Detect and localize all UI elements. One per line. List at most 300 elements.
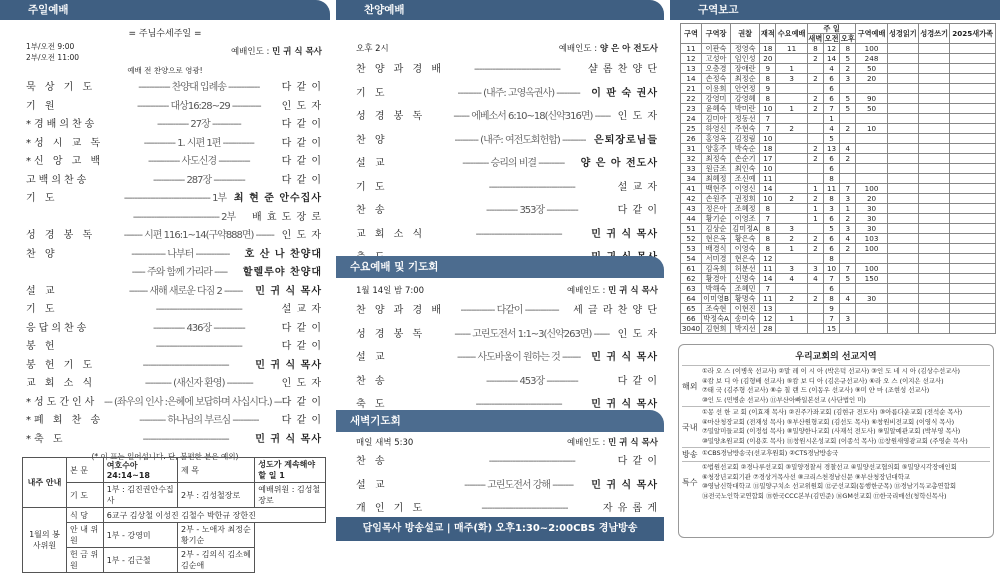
table-cell [840,284,856,294]
table-cell [887,194,918,204]
order-content: ------- 사도바울이 원하는 것 ------- [457,352,581,363]
order-responsible: 민 귀 식 목사 [591,479,658,491]
info-row [23,548,326,573]
first-service-time: 1부/오전 9:00 [26,42,75,51]
order-row [356,82,658,106]
table-cell [887,154,918,164]
praise-worship-column [336,0,664,558]
table-cell: 7 [823,274,839,284]
table-cell: 12 [760,254,776,264]
table-cell: 25 [681,124,702,134]
order-content: --------------------------------- [488,456,575,467]
table-cell: 12 [681,54,702,64]
mission-group-label: 방송 [682,450,698,459]
table-cell: 1 [807,204,823,214]
table-cell [856,254,887,264]
table-cell: 3 [776,74,807,84]
order-row [356,474,658,498]
table-cell: 6 [823,214,839,224]
table-cell [887,134,918,144]
order-row [356,223,658,247]
dawn-leader-label: 예배인도 : [566,438,606,448]
table-cell [950,114,996,124]
table-row [681,64,996,74]
table-cell: 6 [823,154,839,164]
table-cell: 7 [760,214,776,224]
table-cell: 14 [760,184,776,194]
table-cell: 1 [807,214,823,224]
mission-group-lines [702,463,957,501]
table-cell [840,254,856,264]
order-responsible: 인 도 자 [281,230,322,241]
sunday-worship-tab: 주일예배 [0,0,330,20]
order-label: 설 교 [356,479,388,491]
table-cell: 1 [776,64,807,74]
order-row [356,370,658,394]
column-header: 재적 [760,24,776,44]
praise-leader-label: 예배인도 : [558,44,598,54]
table-cell [919,74,950,84]
table-cell [807,124,823,134]
table-cell: 하영신 [702,124,731,134]
mission-box [678,344,994,538]
order-content: ------- 새해 새로운 다짐 2 ------- [128,285,243,297]
table-cell: 2 [807,244,823,254]
table-cell [919,94,950,104]
order-row [26,283,322,302]
table-cell [950,134,996,144]
table-cell: 김정림 [731,134,760,144]
order-content: --------------------------------- 1부 [123,193,227,204]
table-cell [807,224,823,234]
table-row [681,294,996,304]
order-label: *경배의찬송 [26,119,98,130]
table-cell: 7 [760,124,776,134]
order-row [26,79,322,98]
table-cell: 5 [823,224,839,234]
table-cell [840,114,856,124]
table-cell: 54 [681,254,702,264]
table-cell: 박미란 [731,104,760,114]
order-label: 기 도 [26,304,58,315]
table-cell: 14 [681,74,702,84]
table-cell [919,134,950,144]
table-cell: 100 [856,44,887,54]
service-subtitle: = 주님수세주일 = [128,29,202,39]
table-cell: 최혜정 [702,174,731,184]
table-cell: 손정숙 [702,74,731,84]
table-cell [887,314,918,324]
table-cell: 5 [840,274,856,284]
order-responsible: 인 도 자 [281,100,322,112]
table-cell: 5 [840,104,856,114]
table-cell [950,44,996,54]
table-cell [856,84,887,94]
order-content: ------- 시편 116:1~14(구약888면) ------- [123,230,274,241]
table-cell: 배경식 [702,244,731,254]
table-cell [919,224,950,234]
order-responsible: 은퇴장로님들 [594,134,658,146]
table-cell [950,244,996,254]
table-cell [950,64,996,74]
table-cell: 26 [681,134,702,144]
next-week-info [22,457,326,573]
order-row [26,98,322,117]
mission-line: ⑭전국노인학교연합회 ⑮한국CCC본부(김민준) ⑯GM선교회 ⑰한국리매선(청학신목사) [702,491,947,500]
table-row [681,214,996,224]
table-row [681,134,996,144]
order-row [356,299,658,323]
table-cell: 8 [823,194,839,204]
info-cell: 제 목 [178,458,255,483]
order-row [26,153,322,172]
order-content: ------ 에베소서 6:10~18(신약316면) ------ [453,111,611,122]
table-cell: 최정숙 [702,154,731,164]
leader-label: 예배인도 : [230,47,270,57]
table-cell: 1 [776,314,807,324]
table-cell [807,164,823,174]
table-cell: 신명숙 [731,274,760,284]
table-cell: 최정순 [731,74,760,84]
order-row [26,412,322,431]
table-cell: 강영미 [702,94,731,104]
mission-group-label: 국내 [682,422,698,432]
order-responsible: 다 같 이 [281,156,322,167]
table-cell: 고성아 [702,54,731,64]
table-cell [950,144,996,154]
order-label: 찬 양 과 경 배 [356,305,445,316]
table-cell [776,284,807,294]
info-cell: 1부 : 김진권안수집사 [103,483,177,508]
info-row [23,483,326,508]
order-content: ------ 고린도전서 1:1~3(신약263면) ------ [454,328,610,340]
order-label: 기 원 [26,100,58,112]
table-cell: 10 [856,124,887,134]
table-row [681,264,996,274]
dawn-time: 매일 새벽 5:30 [356,438,414,448]
order-label: 성 경 봉 독 [356,328,426,340]
table-cell: 28 [760,324,776,334]
praise-order-list [336,58,664,270]
table-cell: 11 [681,44,702,54]
order-content: ------------ 453장 ------------ [485,375,578,387]
table-cell: 43 [681,204,702,214]
info-cell: 6교구 김상철 이성진 김철수 박한규 장한진 [103,508,325,523]
table-cell [950,324,996,334]
table-cell [776,204,807,214]
table-cell: 임인성 [731,54,760,64]
table-cell [887,254,918,264]
table-cell [919,324,950,334]
table-cell: 황기순 [702,214,731,224]
table-cell [887,214,918,224]
order-responsible: 설 교 자 [617,181,658,193]
table-cell [887,324,918,334]
table-cell: 3 [840,314,856,324]
table-cell [950,234,996,244]
table-row [681,244,996,254]
table-row [681,254,996,264]
broadcast-footer: 담임목사 방송설교 | 매주(화) 오후1:30~2:00CBS 경남방송 (FM106.9) [336,517,664,541]
order-row [356,176,658,200]
table-cell: 50 [856,64,887,74]
table-cell: 7 [840,184,856,194]
table-cell [950,54,996,64]
table-cell [776,154,807,164]
table-cell: 10 [760,194,776,204]
order-content: ---------- 승리의 비결 ---------- [462,158,565,169]
sunday-worship-column [0,0,330,570]
table-cell [950,254,996,264]
table-cell [919,264,950,274]
mission-line: ①라 오 스 (이병욱 선교사) ②말 레 이 시 아 (박은덕 선교사) ③인 도 네 시 아 (김상수선교사) [702,367,961,375]
order-responsible: 설 교 자 [281,304,322,315]
order-content: ------------ 436장 ------------ [152,322,245,334]
order-responsible: 배 효 도 장 로 [251,211,322,223]
order-row [26,190,322,209]
table-cell: 박해숙 [702,284,731,294]
table-cell: 30 [856,294,887,304]
order-row [356,450,658,474]
info-cell: 식 당 [67,508,104,523]
table-cell [776,114,807,124]
table-cell: 12 [823,44,839,54]
table-cell [919,204,950,214]
table-cell [950,204,996,214]
table-cell: 최인숙 [731,164,760,174]
table-cell [950,94,996,104]
table-cell [840,164,856,174]
table-cell: 18 [760,144,776,154]
order-label: 고백의찬송 [26,174,90,186]
table-cell [919,64,950,74]
mission-line: ①몽 선 한 교 회 (이효재 목사) ②진주가좌교회 (김현규 전도사) ③아름다운교회 (전석순 목사) [702,408,963,416]
table-cell [807,254,823,264]
table-cell [887,174,918,184]
table-cell [950,264,996,274]
table-cell: 33 [681,164,702,174]
table-cell: 김현희 [702,324,731,334]
table-cell [919,194,950,204]
table-cell: 조신예 [731,174,760,184]
mission-group [682,365,990,406]
info-cell: 안 내 위 원 [67,523,104,548]
table-cell: 4 [823,64,839,74]
table-cell: 박정숙A [703,314,729,323]
table-cell: 8 [760,244,776,254]
table-cell: 31 [681,144,702,154]
table-cell [950,304,996,314]
table-cell [919,164,950,174]
order-label: *폐 회 찬 송 [26,415,104,426]
table-cell: 8 [807,44,823,54]
info-section-label: 1월의 봉사위원 [23,508,67,573]
table-cell: 3 [807,264,823,274]
table-cell: 3 [840,224,856,234]
table-cell: 52 [681,234,702,244]
table-cell [919,54,950,64]
table-row [681,324,996,334]
table-cell [919,234,950,244]
order-content: --------------------------------- [481,503,568,514]
order-label: 찬 송 [356,456,388,467]
order-row [356,323,658,347]
table-cell: 41 [681,184,702,194]
dawn-leader: 민 귀 식 목사 [608,438,658,448]
table-cell: 100 [856,244,887,254]
table-cell: 14 [760,274,776,284]
table-cell: 2 [776,194,807,204]
table-cell [887,204,918,214]
table-cell: 2 [776,234,807,244]
order-row [356,152,658,176]
table-cell: 2 [776,294,807,304]
table-cell: 23 [681,104,702,114]
table-cell: 7 [840,264,856,274]
order-content: ------------- 나부터 ------------- [131,248,230,260]
table-cell [887,44,918,54]
table-cell: 2 [776,124,807,134]
table-cell: 24 [681,114,702,124]
order-content: ------------- 다같이 ------------- [460,305,559,316]
table-cell: 조혜민 [731,284,760,294]
order-responsible: 할렐루야 찬양대 [242,267,322,278]
order-responsible: 인 도 자 [281,378,322,389]
table-cell [807,304,823,314]
table-cell: 6 [823,74,839,84]
table-cell: 11 [760,294,776,304]
table-cell [887,114,918,124]
column-group-header: 주 일 [807,24,856,34]
table-row [681,154,996,164]
table-cell: 3 [840,74,856,84]
table-cell: 10 [823,264,839,274]
table-cell: 8 [840,44,856,54]
table-cell: 7 [823,104,839,114]
table-cell: 2 [807,74,823,84]
mission-line: ⑩인 도 (민병순 선교사) ⑪부산아빠일본선교 (사단법인 미) [702,395,866,404]
table-cell: 안연정 [731,84,760,94]
table-cell: 21 [681,84,702,94]
order-responsible: 샬 롬 찬 양 단 [587,64,658,75]
wednesday-leader-label: 예배인도 : [566,286,606,296]
table-cell: 이영신 [731,184,760,194]
table-cell [776,94,807,104]
column-header: 성경쓰기 [919,24,950,44]
wednesday-leader: 민 귀 식 목사 [608,286,658,296]
table-cell: 4 [840,234,856,244]
table-cell: 17 [760,154,776,164]
table-cell [807,114,823,124]
table-cell [919,314,950,324]
table-row [681,174,996,184]
table-cell: 2 [807,54,823,64]
info-cell: 성도가 계속해야 할 일 1 [255,458,326,483]
order-label: 찬 양 [26,248,58,260]
table-cell [887,264,918,274]
table-cell: 김미아 [702,114,731,124]
table-cell [950,194,996,204]
table-cell [950,184,996,194]
table-cell [919,184,950,194]
table-cell [887,144,918,154]
table-cell [919,304,950,314]
table-cell: 13 [681,64,702,74]
order-row [26,209,322,228]
order-content: ------------ 찬양대 입례송 ------------ [138,82,260,93]
table-cell: 정영숙 [731,44,760,54]
table-cell: 18 [760,44,776,54]
order-responsible: 세 글 라 찬 양 단 [573,305,658,316]
table-cell: 62 [681,274,702,284]
table-cell [919,254,950,264]
table-cell: 2 [807,234,823,244]
table-cell: 2 [807,294,823,304]
table-cell: 조혜정 [731,204,760,214]
table-cell [919,114,950,124]
order-content: --------------------------------- [142,359,229,371]
table-cell: 서미경 [702,254,731,264]
order-responsible: 양 은 아 전도사 [580,158,658,169]
table-row [681,194,996,204]
table-cell: 50 [856,104,887,114]
table-cell [950,214,996,224]
wednesday-tab: 수요예배 및 기도회 [336,256,664,278]
order-label: 기 도 [26,193,58,204]
order-label: 축 도 [356,399,388,410]
table-cell: 황경아 [702,274,731,284]
table-cell: 백현주 [702,184,731,194]
table-cell: 6 [823,244,839,254]
column-header: 구역장 [702,24,731,44]
table-cell: 3 [776,224,807,234]
order-content: --------------------------------- 2부 [132,211,236,223]
order-label: 찬 양 과 경 배 [356,64,445,75]
table-cell: 1 [776,244,807,254]
table-row [681,204,996,214]
order-responsible: 다 같 이 [617,375,658,387]
mission-line: ④마산청장교회 (전재성 목사) ⑤부산원형교회 (김선도 목사) ⑥창원비전교회 (이영식 목사) [702,417,955,426]
table-cell: 이영숙 [731,244,760,254]
order-responsible: 다 같 이 [281,341,322,352]
order-label: 기 도 [356,181,388,193]
order-responsible: 이 판 숙 권사 [591,87,658,99]
order-label: 설 교 [356,158,388,169]
mission-line: ⑦태 국 (김주형 선교사) ⑧슈 칠 랜 드 (이동우 선교사) ⑨미 얀 마 (조현성 선교사) [702,386,930,394]
order-label: 봉 헌 [26,341,58,352]
table-cell: 13 [823,144,839,154]
table-cell: 20 [856,74,887,84]
order-content: --------------------------------- [475,399,562,410]
table-cell: 9 [760,64,776,74]
table-row [681,144,996,154]
table-cell: 100 [856,264,887,274]
order-content: ------------ 353장 ------------ [485,205,578,216]
order-content: ---------- (새신자 환영) ---------- [144,378,253,389]
order-label: *신 앙 고 백 [26,156,104,167]
order-responsible: 다 같 이 [617,205,658,216]
table-cell: 허분선 [731,264,760,274]
table-cell [856,114,887,124]
order-label: 찬 송 [356,205,388,216]
table-cell: 8 [823,254,839,264]
table-cell: 김상순 [702,224,731,234]
table-cell: 8 [760,94,776,104]
praise-worship-tab: 찬양예배 [336,0,664,20]
table-cell: 이영조 [731,214,760,224]
order-label: 교 회 소 식 [356,228,426,240]
table-cell [950,84,996,94]
